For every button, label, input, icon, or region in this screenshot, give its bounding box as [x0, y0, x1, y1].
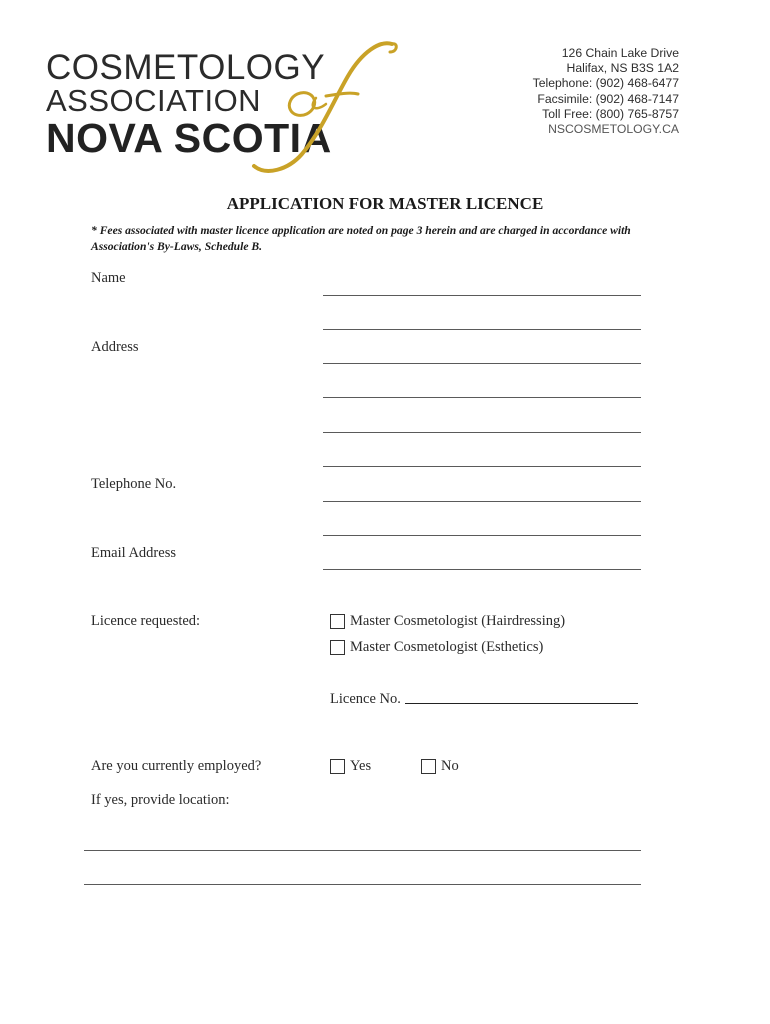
employed-label: Are you currently employed?: [91, 758, 262, 774]
logo-script-of-icon: [40, 38, 410, 178]
employed-no-option[interactable]: [421, 758, 459, 775]
licence-no-field-line[interactable]: [405, 703, 638, 704]
location-field-line-1[interactable]: [84, 850, 641, 851]
address-field-line-2[interactable]: [323, 397, 641, 398]
location-label: If yes, provide location:: [91, 792, 230, 808]
logo-line-association: ASSOCIATION: [46, 83, 262, 118]
yes-checkbox[interactable]: [330, 759, 345, 774]
option-hairdressing[interactable]: [330, 613, 565, 630]
telephone-field-line-1[interactable]: [323, 501, 641, 502]
fees-note: * Fees associated with master licence application are noted on page 3 herein and are charged in accordance with Association's By-Laws, Schedule B.: [91, 224, 631, 253]
address-label: Address: [91, 339, 139, 355]
no-label: No: [441, 758, 459, 774]
option-esthetics[interactable]: [330, 639, 543, 656]
website-text: NSCOSMETOLOGY.CA: [548, 122, 679, 137]
logo-line-cosmetology: COSMETOLOGY: [46, 48, 326, 87]
facsimile-number: Facsimile: (902) 468-7147: [537, 91, 679, 106]
telephone-number: Telephone: (902) 468-6477: [532, 76, 679, 91]
licence-no-label: Licence No.: [330, 691, 401, 707]
association-logo: [40, 38, 410, 178]
address-line-1: 126 Chain Lake Drive: [561, 46, 679, 60]
address-field-line-1[interactable]: [323, 363, 641, 364]
hairdressing-label: Master Cosmetologist (Hairdressing): [350, 613, 566, 629]
tollfree-number: Toll Free: (800) 765-8757: [542, 106, 679, 121]
telephone-field-line-2[interactable]: [323, 535, 641, 536]
email-label: Email Address: [91, 545, 176, 561]
employed-yes-option[interactable]: [330, 758, 371, 775]
name-field-line-2[interactable]: [323, 329, 641, 330]
name-field-line-1[interactable]: [323, 295, 641, 296]
name-label: Name: [91, 270, 126, 286]
address-field-line-4[interactable]: [323, 466, 641, 467]
logo-line-nova-scotia: NOVA SCOTIA: [46, 115, 332, 161]
address-line-2: Halifax, NS B3S 1A2: [566, 61, 679, 76]
address-field-line-3[interactable]: [323, 432, 641, 433]
licence-requested-label: Licence requested:: [91, 613, 201, 629]
yes-label: Yes: [350, 758, 372, 774]
no-checkbox[interactable]: [421, 759, 436, 774]
email-field-line[interactable]: [323, 569, 641, 570]
telephone-label: Telephone No.: [91, 476, 177, 492]
esthetics-label: Master Cosmetologist (Esthetics): [350, 639, 544, 655]
contact-block: [533, 46, 679, 137]
hairdressing-checkbox[interactable]: [330, 614, 345, 629]
esthetics-checkbox[interactable]: [330, 640, 345, 655]
form-title: APPLICATION FOR MASTER LICENCE: [226, 194, 544, 213]
location-field-line-2[interactable]: [84, 884, 641, 885]
